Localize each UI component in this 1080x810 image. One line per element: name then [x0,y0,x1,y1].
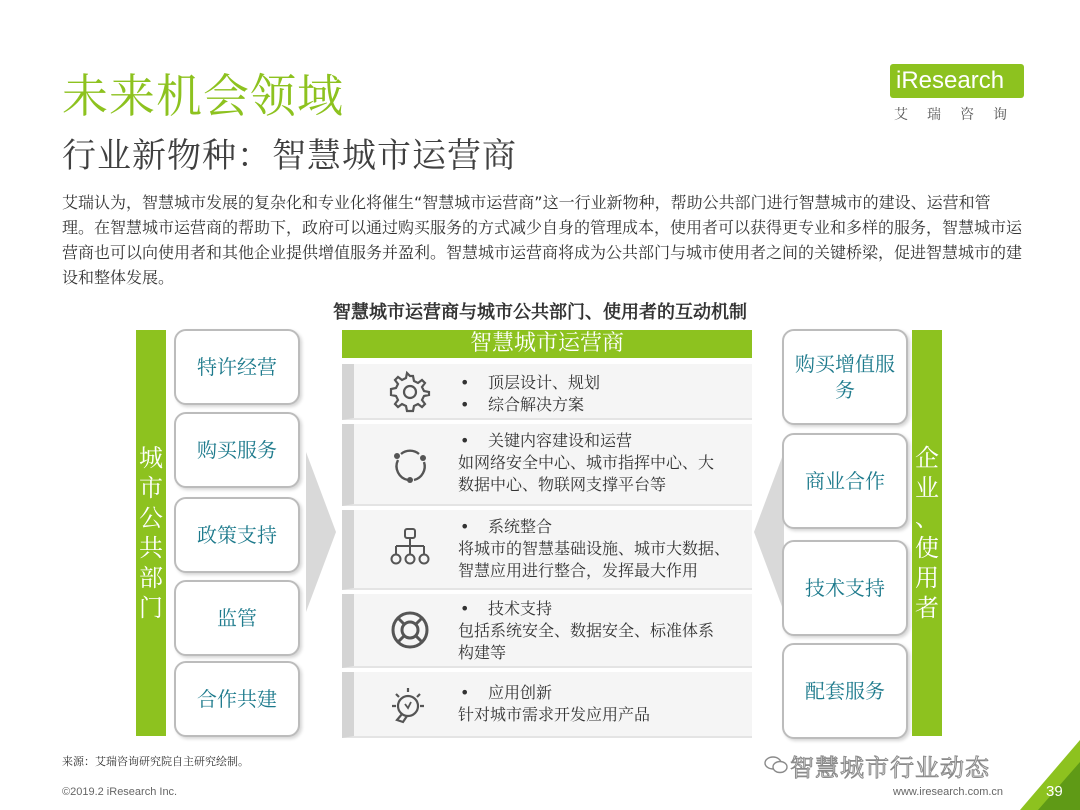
logo-brand: iResearch [896,67,1005,94]
right-item-box: 商业合作 [782,433,908,529]
detail-line: 针对城市需求开发应用产品 [458,705,651,724]
service-row [342,424,752,506]
detail-line: 包括系统安全、数据安全、标准体系 [458,621,715,640]
detail-line: 将城市的智慧基础设施、城市大数据、 [458,539,731,558]
bullet-line: • 综合解决方案 [460,395,585,414]
right-item-box: 配套服务 [782,643,908,739]
left-party-label [136,330,166,736]
detail-line: 如网络安全中心、城市指挥中心、大 [458,453,715,472]
right-label-char: 者 [915,594,939,622]
left-label-char: 城 [139,444,163,472]
service-row [342,594,752,668]
row-text [458,516,730,582]
left-item-box: 合作共建 [174,661,300,737]
right-label-char: 业 [915,474,939,502]
lifebuoy-icon [388,608,432,652]
logo-badge [890,64,1024,98]
left-item-box: 监管 [174,580,300,656]
watermark-text: 智慧城市行业动态 [790,754,990,782]
left-item-box: 政策支持 [174,497,300,573]
wechat-icon [764,756,788,774]
left-label-char: 共 [139,534,163,562]
bullet-line: • 技术支持 [460,599,553,618]
iresearch-logo [890,64,1040,124]
detail-line: 构建等 [458,643,507,662]
bullet-line: • 顶层设计、规划 [460,373,601,392]
right-arrow-icon [306,452,336,612]
diagram-title: 智慧城市运营商与城市公共部门、使用者的互动机制 [333,302,747,323]
left-arrow-icon [754,452,784,612]
bullet-line: • 应用创新 [460,683,553,702]
left-item-box: 购买服务 [174,412,300,488]
left-label-char: 部 [139,564,163,592]
row-text [458,430,714,496]
bullet-line: • 系统整合 [460,517,553,536]
copyright: ©2019.2 iResearch Inc. [62,786,178,798]
detail-line: 智慧应用进行整合，发挥最大作用 [458,561,699,580]
right-label-char: 使 [915,534,939,562]
website-url: www.iresearch.com.cn [893,786,1004,798]
lightbulb-icon [388,682,432,726]
detail-line: 数据中心、物联网支撑平台等 [458,475,667,494]
page-title: 未来机会领域 [62,69,344,123]
service-row [342,364,752,420]
gear-icon [388,370,432,414]
service-row [342,510,752,590]
row-text [458,372,600,416]
bullet-line: • 关键内容建设和运营 [460,431,633,450]
left-label-char: 市 [139,474,163,502]
row-text [458,682,650,726]
logo-chinese: 艾瑞咨询 [894,107,1026,123]
right-label-char: 用 [915,564,939,592]
right-label-char: 、 [915,504,939,532]
right-label-char: 企 [915,444,939,472]
right-item-box: 技术支持 [782,540,908,636]
center-header: 智慧城市运营商 [342,330,752,358]
intro-paragraph: 艾瑞认为，智慧城市发展的复杂化和专业化将催生“智慧城市运营商”这一行业新物种，帮助公共部门进行智慧城市的建设、运营和管理。在智慧城市运营商的帮助下，政府可以通过购买服务的方式减少自身的管理成本，使用者可以获得更专业和多样的服务，智慧城市运营商也可以向使用者和其他企业提供增值服务并盈利。智慧城市运营商将成为公共部门与城市使用者之间的关键桥梁，促进智慧城市的建设和整体发展。 [62,193,1023,287]
right-party-label [912,330,942,736]
hierarchy-icon [388,526,432,570]
left-item-box: 特许经营 [174,329,300,405]
right-item-box: 购买增值服务 [782,329,908,425]
left-label-char: 门 [139,594,163,622]
left-label-char: 公 [139,504,163,532]
page-subtitle: 行业新物种：智慧城市运营商 [62,136,517,176]
row-text [458,598,714,664]
page-number: 39 [1046,783,1063,800]
service-row [342,672,752,738]
cycle-icon [388,444,432,488]
source-note: 来源：艾瑞咨询研究院自主研究绘制。 [62,755,249,768]
